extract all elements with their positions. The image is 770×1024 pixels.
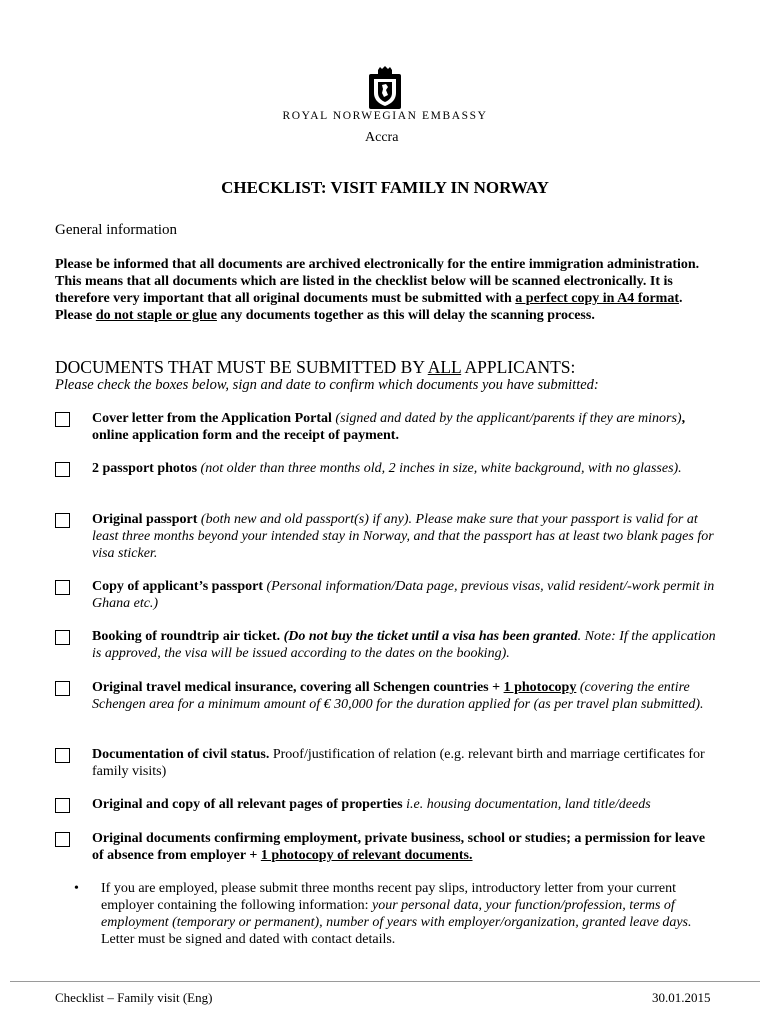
- item-bold: Original documents confirming employment, private business, school or studies; a permission for leave of absence from employer +: [92, 831, 706, 863]
- item-italic: (covering the entire Schengen area for a minimum amount of € 30,000 for the duration applied for (as per travel plan submitted).: [92, 680, 704, 712]
- scanning-notice: [55, 256, 720, 324]
- bullet-marker: •: [74, 881, 79, 896]
- notice-a4-format: a perfect copy in A4 format: [515, 291, 679, 306]
- notice-text-2: . Please: [55, 291, 683, 323]
- documents-heading: [55, 357, 575, 378]
- bullet-plain-2: Letter must be signed and dated with contact details.: [101, 932, 396, 947]
- footer-document-name: Checklist – Family visit (Eng): [55, 990, 213, 1005]
- bullet-plain-1: If you are employed, please submit three months recent pay slips, introductory letter from your current employer containing the following information:: [101, 881, 676, 913]
- footer-divider: [10, 981, 760, 982]
- checklist-item-text: [92, 410, 720, 444]
- notice-text-1: Please be informed that all documents are archived electronically for the entire immigration administration. This means that all documents which are listed in the checklist below will be scanned electronically. It is therefore very important that all original documents must be submitted with: [55, 257, 700, 306]
- documents-heading-text-1: DOCUMENTS THAT MUST BE SUBMITTED BY: [55, 357, 428, 377]
- item-bold: Original and copy of all relevant pages of properties: [92, 797, 403, 812]
- general-information-label: General information: [55, 222, 178, 238]
- item-bold: Cover letter from the Application Portal: [92, 411, 332, 426]
- item-bold: Original passport: [92, 512, 198, 527]
- item-bold-underline: 1 photocopy of relevant documents.: [260, 848, 473, 863]
- item-bold: 2 passport photos: [92, 461, 198, 476]
- page-title: CHECKLIST: VISIT FAMILY IN NORWAY: [221, 178, 549, 197]
- bullet-italic: your personal data, your function/profession, terms of employment (temporary or permanent), number of years with employer/organization, granted leave days.: [101, 898, 692, 930]
- item-italic: (both new and old passport(s) if any). Please make sure that your passport is valid for at least three months beyond your intended stay in Norway, and that the passport has at least two blank pages for visa sticker.: [92, 512, 714, 561]
- checklist-item-text: [92, 628, 720, 662]
- item-italic: i.e. housing documentation, land title/deeds: [402, 797, 651, 812]
- checklist-item-text: [92, 460, 720, 477]
- item-bold: Booking of roundtrip air ticket.: [92, 629, 281, 644]
- checkbox-civil-status[interactable]: [55, 748, 70, 763]
- checklist-item-text: [92, 830, 720, 864]
- item-italic: . Note: If the application is approved, the visa will be issued according to the dates on the booking).: [92, 629, 716, 661]
- checklist-item-text: [92, 578, 720, 612]
- notice-no-staple: do not staple or glue: [95, 308, 217, 323]
- item-bold: Copy of applicant’s passport: [92, 579, 264, 594]
- checkbox-cover-letter[interactable]: [55, 412, 70, 427]
- checkbox-employment[interactable]: [55, 832, 70, 847]
- item-bold: Original travel medical insurance, covering all Schengen countries +: [92, 680, 504, 695]
- item-italic: (signed and dated by the applicant/parents if they are minors): [331, 411, 682, 426]
- checkbox-passport-copy[interactable]: [55, 580, 70, 595]
- embassy-name: ROYAL NORWEGIAN EMBASSY: [282, 110, 488, 122]
- documents-heading-all: ALL: [427, 357, 462, 377]
- checkbox-passport-photos[interactable]: [55, 462, 70, 477]
- coat-of-arms-icon: [368, 66, 402, 110]
- item-bold-underline: 1 photocopy: [503, 680, 577, 695]
- checkbox-air-ticket[interactable]: [55, 630, 70, 645]
- checklist-item-text: [92, 511, 720, 562]
- documents-instruction: Please check the boxes below, sign and date to confirm which documents you have submitted:: [55, 377, 599, 393]
- notice-text-3: any documents together as this will delay the scanning process.: [216, 308, 595, 323]
- item-italic: (not older than three months old, 2 inches in size, white background, with no glasses).: [197, 461, 682, 476]
- item-bold-2: , online application form and the receipt of payment.: [92, 411, 686, 443]
- checkbox-original-passport[interactable]: [55, 513, 70, 528]
- item-bold-italic: (Do not buy the ticket until a visa has been granted: [280, 629, 578, 644]
- item-bold: Documentation of civil status.: [92, 747, 270, 762]
- item-plain: Proof/justification of relation (e.g. relevant birth and marriage certificates for family visits): [92, 747, 705, 779]
- embassy-city: Accra: [365, 130, 399, 145]
- checklist-item-text: [92, 679, 720, 713]
- checklist-item-text: [92, 796, 720, 813]
- documents-heading-text-2: APPLICANTS:: [461, 357, 576, 377]
- footer-date: 30.01.2015: [652, 990, 711, 1005]
- checkbox-properties[interactable]: [55, 798, 70, 813]
- item-italic: (Personal information/Data page, previous visas, valid resident/-work permit in Ghana etc.): [92, 579, 715, 611]
- checkbox-medical-insurance[interactable]: [55, 681, 70, 696]
- bullet-text: [101, 880, 721, 948]
- embassy-header: [0, 66, 770, 115]
- checklist-item-text: [92, 746, 720, 780]
